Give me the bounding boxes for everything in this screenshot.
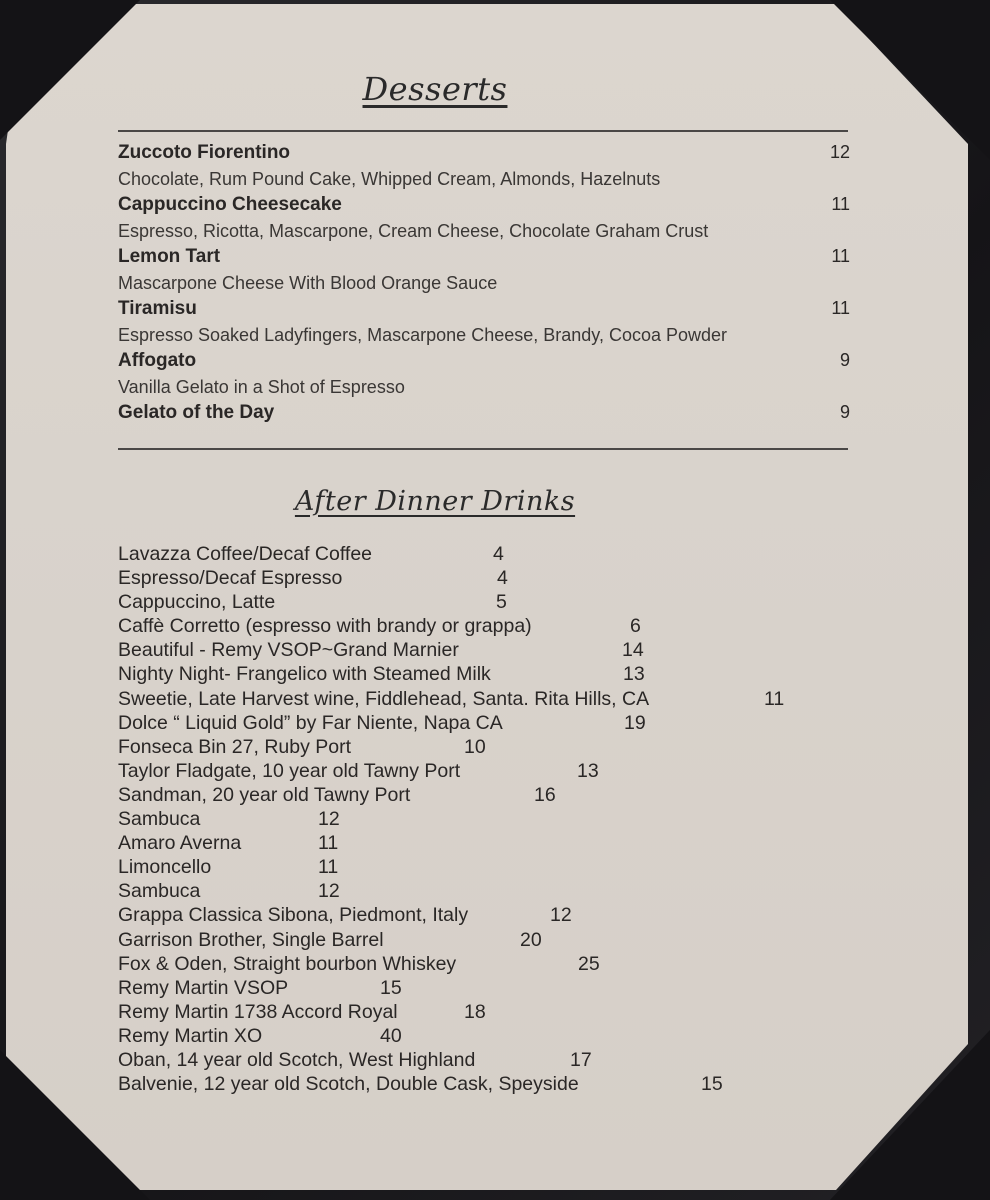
drink-name: Sambuca	[118, 808, 201, 831]
drink-name: Nighty Night- Frangelico with Steamed Milk	[118, 663, 491, 686]
drink-name: Limoncello	[118, 856, 212, 879]
drink-name: Sandman, 20 year old Tawny Port	[118, 783, 411, 806]
drink-item	[118, 831, 838, 855]
drink-name: Amaro Averna	[118, 832, 242, 855]
drink-name: Espresso/Decaf Espresso	[118, 567, 343, 590]
drink-price: 11	[318, 832, 339, 855]
drink-item	[118, 783, 838, 807]
drink-name: Remy Martin VSOP	[118, 976, 289, 999]
drink-price: 17	[570, 1048, 592, 1071]
dessert-name: Cappuccino Cheesecake	[118, 194, 342, 215]
desserts-heading: Desserts	[362, 70, 508, 108]
drink-item	[118, 711, 838, 735]
drink-price: 13	[623, 663, 645, 686]
drink-name: Garrison Brother, Single Barrel	[118, 928, 384, 951]
desserts-list	[118, 140, 853, 426]
drink-name: Sambuca	[118, 880, 201, 903]
drink-item	[118, 807, 838, 831]
drinks-list	[118, 542, 838, 1096]
drink-name: Dolce “ Liquid Gold” by Far Niente, Napa CA	[118, 711, 503, 734]
drink-item	[118, 590, 838, 614]
drink-price: 5	[496, 591, 507, 614]
dessert-item	[118, 140, 853, 192]
dessert-item	[118, 244, 853, 296]
drink-name: Oban, 14 year old Scotch, West Highland	[118, 1048, 476, 1071]
dessert-name: Gelato of the Day	[118, 402, 275, 423]
drink-price: 4	[497, 567, 508, 590]
drink-item	[118, 542, 838, 566]
drink-item	[118, 566, 838, 590]
drink-price: 6	[630, 615, 641, 638]
drink-name: Remy Martin XO	[118, 1024, 263, 1047]
dessert-price: 9	[839, 402, 850, 422]
dessert-name: Tiramisu	[118, 298, 197, 319]
dessert-item	[118, 348, 853, 400]
drink-name: Sweetie, Late Harvest wine, Fiddlehead, Santa. Rita Hills, CA	[118, 687, 650, 710]
dessert-name: Lemon Tart	[118, 246, 221, 267]
divider-top	[118, 130, 848, 132]
dessert-price: 11	[831, 194, 850, 214]
drink-name: Lavazza Coffee/Decaf Coffee	[118, 543, 373, 565]
drink-price: 15	[380, 976, 402, 999]
drink-price: 20	[520, 928, 542, 951]
dessert-item	[118, 192, 853, 244]
drink-name: Fonseca Bin 27, Ruby Port	[118, 735, 352, 758]
drink-item	[118, 735, 838, 759]
dessert-price: 12	[829, 142, 850, 162]
drink-price: 25	[578, 952, 600, 975]
drink-price: 16	[534, 783, 556, 806]
dessert-description: Espresso, Ricotta, Mascarpone, Cream Cheese, Chocolate Graham Crust	[118, 221, 709, 241]
drink-name: Beautiful - Remy VSOP~Grand Marnier	[118, 639, 459, 662]
dessert-name: Affogato	[118, 350, 197, 371]
drink-item	[118, 903, 838, 927]
drink-price: 12	[550, 904, 572, 927]
divider-middle	[118, 448, 848, 450]
drink-item	[118, 879, 838, 903]
drink-price: 10	[464, 735, 486, 758]
drink-price: 14	[622, 639, 644, 662]
dessert-item	[118, 296, 853, 348]
drink-name: Balvenie, 12 year old Scotch, Double Cask, Speyside	[118, 1073, 579, 1096]
drink-price: 13	[577, 759, 599, 782]
drink-name: Taylor Fladgate, 10 year old Tawny Port	[118, 759, 461, 782]
dessert-description: Espresso Soaked Ladyfingers, Mascarpone Cheese, Brandy, Cocoa Powder	[118, 325, 728, 345]
drink-price: 15	[701, 1073, 723, 1096]
drink-price: 11	[318, 856, 339, 879]
drink-price: 11	[764, 687, 785, 710]
drink-item	[118, 759, 838, 783]
dessert-price: 11	[831, 298, 850, 318]
drink-item	[118, 1000, 838, 1024]
drinks-heading: After Dinner Drinks	[294, 486, 576, 517]
drink-item	[118, 1024, 838, 1048]
drink-price: 19	[624, 711, 646, 734]
dessert-description: Chocolate, Rum Pound Cake, Whipped Cream, Almonds, Hazelnuts	[118, 169, 661, 189]
dessert-price: 9	[839, 350, 850, 370]
drink-item	[118, 952, 838, 976]
drink-price: 18	[464, 1000, 486, 1023]
drink-name: Caffè Corretto (espresso with brandy or grappa)	[118, 615, 532, 638]
drink-name: Fox & Oden, Straight bourbon Whiskey	[118, 952, 457, 975]
drink-price: 40	[380, 1024, 402, 1047]
drink-item	[118, 614, 838, 638]
drink-item	[118, 1072, 838, 1096]
dessert-name: Zuccoto Fiorentino	[118, 142, 291, 163]
drink-item	[118, 662, 838, 686]
dessert-price: 11	[831, 246, 850, 266]
drink-item	[118, 928, 838, 952]
drink-price: 12	[318, 808, 340, 831]
drink-item	[118, 976, 838, 1000]
dessert-item	[118, 400, 853, 426]
drink-name: Cappuccino, Latte	[118, 591, 276, 614]
drink-item	[118, 855, 838, 879]
drink-item	[118, 638, 838, 662]
dessert-description: Mascarpone Cheese With Blood Orange Sauce	[118, 273, 498, 293]
drink-price: 4	[493, 543, 504, 565]
drink-item	[118, 1048, 838, 1072]
drink-name: Grappa Classica Sibona, Piedmont, Italy	[118, 904, 469, 927]
dessert-description: Vanilla Gelato in a Shot of Espresso	[118, 377, 405, 397]
drink-name: Remy Martin 1738 Accord Royal	[118, 1000, 398, 1023]
drink-item	[118, 687, 838, 711]
drink-price: 12	[318, 880, 340, 903]
